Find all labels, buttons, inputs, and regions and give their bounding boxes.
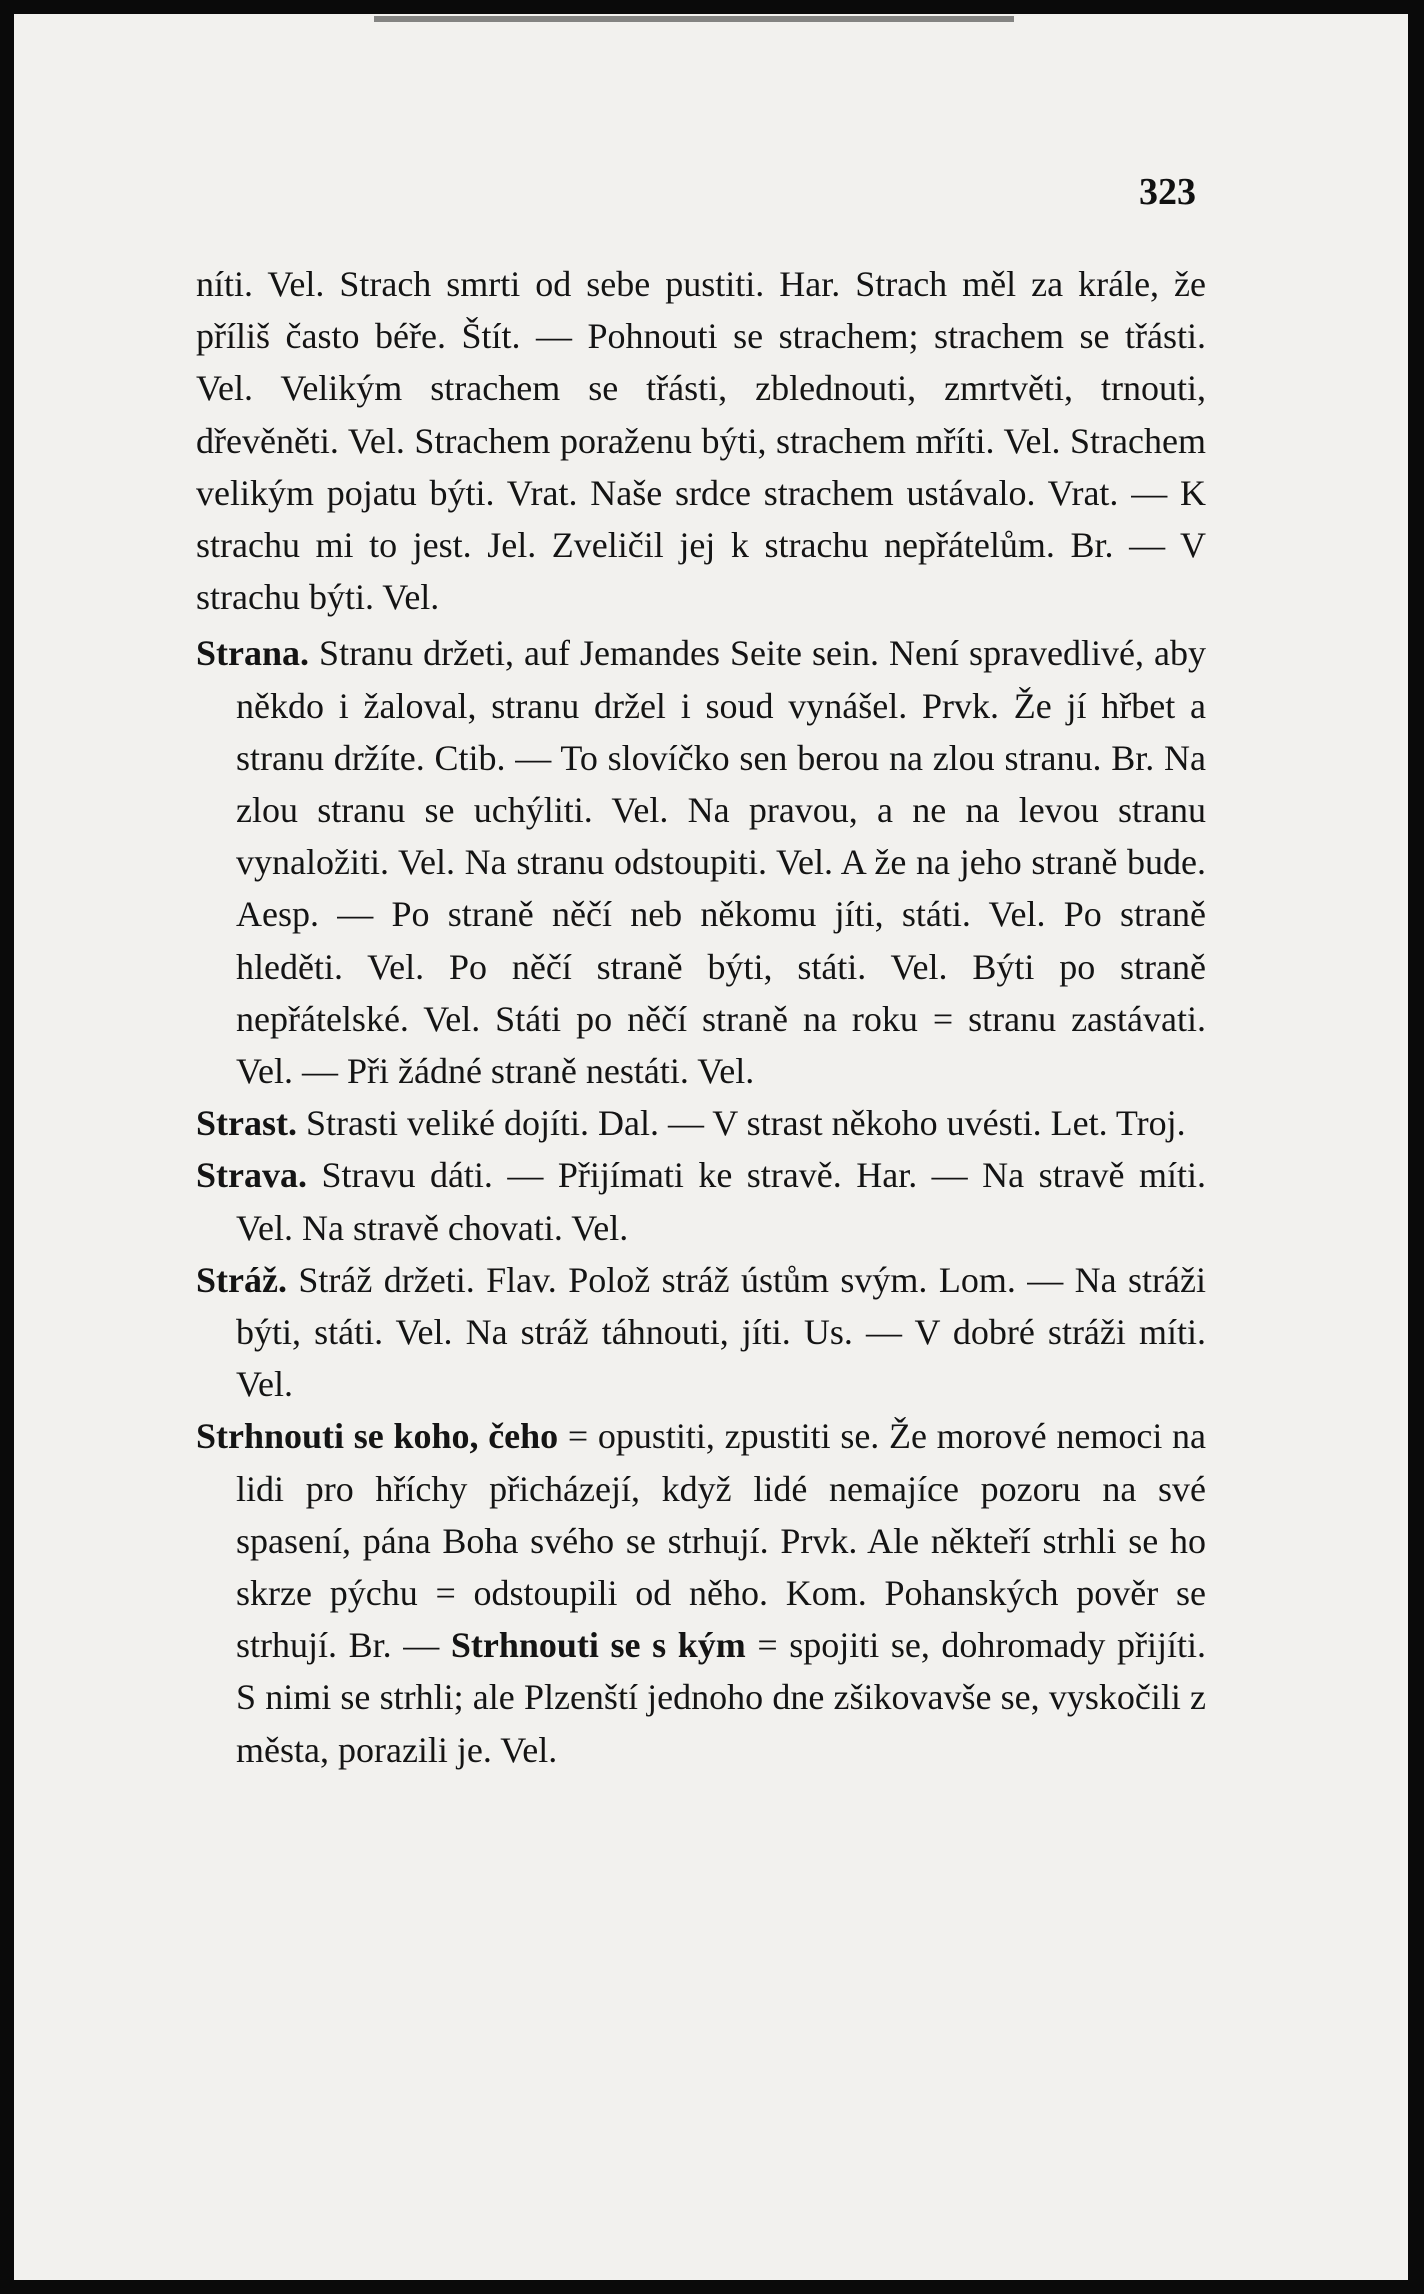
entry-sub-headword: Strhnouti se s kým: [450, 1625, 746, 1666]
entry-headword: Strava.: [196, 1155, 307, 1196]
entry-text: Strasti veliké dojíti. Dal. — V strast někoho uvésti. Let. Troj.: [306, 1103, 1186, 1144]
entry-headword: Strana.: [196, 633, 310, 674]
entry-text: Stranu držeti, auf Jemandes Seite sein. Není spravedlivé, aby někdo i žaloval, stranu držel i soud vynášel. Prvk. Že jí hřbet a stranu držíte. Ctib. — To slovíčko sen berou na zlou stranu. Br. Na zlou stranu se uchýliti. Vel. Na pravou, a ne na levou stranu vynaložiti. Vel. Na stranu odstoupiti. Vel. A že na jeho straně bude. Aesp. — Po straně něčí neb někomu jíti, státi. Vel. Po straně hleděti. Vel. Po něčí straně býti, státi. Vel. Býti po straně nepřátelské. Vel. Státi po něčí straně na roku = stranu zastávati. Vel. — Při žádné straně nestáti. Vel.: [236, 633, 1206, 1092]
entry-strava: [196, 1149, 1206, 1253]
entry-strhnouti: [196, 1410, 1206, 1775]
entry-text: níti. Vel. Strach smrti od sebe pustiti. Har. Strach měl za krále, že příliš často béře. Štít. — Pohnouti se strachem; strachem se třásti. Vel. Velikým strachem se třásti, zblednouti, zmrtvěti, trnouti, dřevěněti. Vel. Strachem poraženu býti, strachem mříti. Vel. Strachem velikým pojatu býti. Vrat. Naše srdce strachem ustávalo. Vrat. — K strachu mi to jest. Jel. Zveličil jej k strachu nepřátelům. Br. — V strachu býti. Vel.: [196, 264, 1206, 618]
dictionary-page: [14, 14, 1408, 2280]
entry-strast: [196, 1097, 1206, 1149]
entry-straz: [196, 1254, 1206, 1411]
top-edge-rule: [374, 16, 1014, 22]
entry-continuation: [196, 258, 1206, 623]
entry-sub-text: = spojiti se, dohromady přijíti. S nimi se strhli; ale Plzenští jednoho dne zšikovavše se, vyskočili z města, porazili je. Vel.: [236, 1625, 1206, 1770]
entry-headword: Strast.: [196, 1103, 297, 1144]
page-number: 323: [1139, 171, 1196, 213]
dictionary-text: [196, 258, 1206, 1776]
entry-text: Stravu dáti. — Přijímati ke stravě. Har. — Na stravě míti. Vel. Na stravě chovati. Vel.: [236, 1155, 1207, 1248]
entry-strana: [196, 627, 1206, 1097]
entry-text: = opustiti, zpustiti se. Že morové nemoci na lidi pro hříchy přicházejí, když lidé nemajíce pozoru na své spasení, pána Boha svého se strhují. Prvk. Ale někteří strhli se ho skrze pýchu = odstoupili od něho. Kom. Pohanských pověr se strhují. Br. —: [236, 1416, 1207, 1666]
entry-text: Stráž držeti. Flav. Polož stráž ústům svým. Lom. — Na stráži býti, státi. Vel. Na stráž táhnouti, jíti. Us. — V dobré stráži míti. Vel.: [236, 1259, 1207, 1405]
entry-headword: Strhnouti se koho, čeho: [196, 1416, 559, 1457]
entry-headword: Stráž.: [196, 1259, 287, 1300]
